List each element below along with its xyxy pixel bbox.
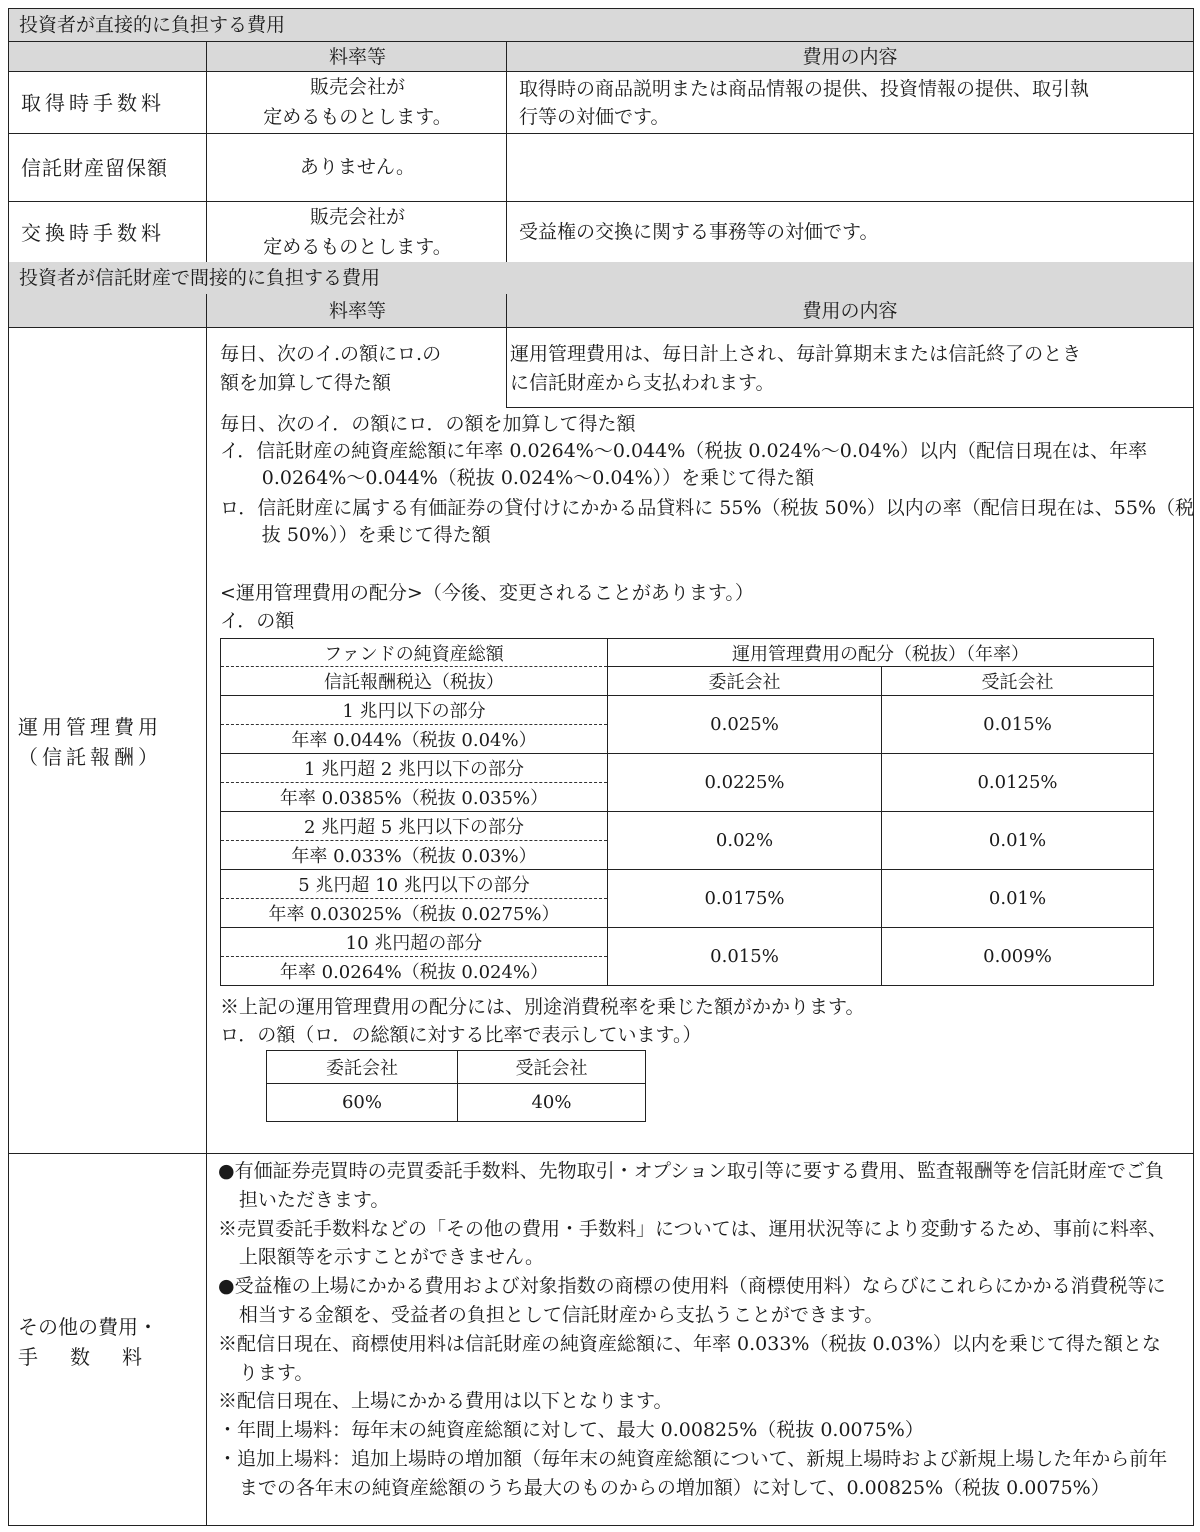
- direct-header-rate: 料率等: [206, 42, 508, 72]
- table-row: 1 兆円以下の部分: [221, 696, 608, 725]
- table-row: 年率 0.0264%（税抜 0.024%）: [221, 957, 608, 986]
- other-line: ※配信日現在、上場にかかる費用は以下となります。: [218, 1390, 673, 1413]
- fee-header-itaku: 委託会社: [608, 667, 882, 696]
- row-rate-exchange-fee: 販売会社が 定めるものとします。: [206, 200, 508, 264]
- indirect-section-title: 投資者が信託財産で間接的に負担する費用: [8, 262, 1194, 296]
- ro-header-jutaku: 受託会社: [458, 1051, 646, 1084]
- row-label-exchange-fee: 交換時手数料: [8, 200, 208, 264]
- row-rate-acquisition-fee: 販売会社が 定めるものとします。: [206, 70, 508, 134]
- fee-itaku-value: 0.0175%: [608, 870, 882, 928]
- other-fee-label-line2: 手 数 料: [18, 1345, 148, 1369]
- indirect-header-content: 費用の内容: [506, 294, 1194, 328]
- i-label: イ．の額: [220, 610, 295, 632]
- other-fee-label-line1: その他の費用・: [18, 1315, 158, 1339]
- fee-itaku-value: 0.025%: [608, 696, 882, 754]
- fee-itaku-value: 0.0225%: [608, 754, 882, 812]
- table-row: 年率 0.033%（税抜 0.03%）: [221, 841, 608, 870]
- mgmt-rate-summary: 毎日、次のイ.の額にロ.の 額を加算して得た額: [220, 343, 442, 394]
- other-line: ●有価証券売買時の売買委託手数料、先物取引・オプション取引等に要する費用、監査報酬等を信託財産でご負担いただきます。: [218, 1160, 1164, 1211]
- mgmt-p1: 毎日、次のイ．の額にロ．の額を加算して得た額: [220, 413, 636, 435]
- other-line: ※配信日現在、商標使用料は信託財産の純資産総額に、年率 0.033%（税抜 0.03%）以内を乗じて得た額となります。: [218, 1332, 1161, 1384]
- direct-header-content: 費用の内容: [506, 42, 1194, 72]
- row-label-retention: 信託財産留保額: [8, 132, 208, 202]
- table-row: 年率 0.03025%（税抜 0.0275%）: [221, 899, 608, 928]
- fee-header-allocation: 運用管理費用の配分（税抜）（年率）: [608, 639, 1154, 667]
- ro-header-itaku: 委託会社: [267, 1051, 458, 1084]
- other-line: ・年間上場料：毎年末の純資産総額に対して、最大 0.00825%（税抜 0.0075%）: [218, 1419, 924, 1442]
- direct-header-blank: [8, 42, 208, 72]
- row-content-retention: [506, 132, 1194, 202]
- alloc-note: ※上記の運用管理費用の配分には、別途消費税率を乗じた額がかかります。: [220, 996, 865, 1018]
- fee-jutaku-value: 0.01%: [882, 812, 1154, 870]
- table-row: 5 兆円超 10 兆円以下の部分: [221, 870, 608, 899]
- fee-jutaku-value: 0.015%: [882, 696, 1154, 754]
- mgmt-fee-label: 運用管理費用 （信託報酬）: [18, 715, 162, 769]
- table-row: 10 兆円超の部分: [221, 928, 608, 957]
- fee-jutaku-value: 0.009%: [882, 928, 1154, 986]
- fee-header-jutaku: 受託会社: [882, 667, 1154, 696]
- fee-itaku-value: 0.02%: [608, 812, 882, 870]
- other-fee-label: [18, 1312, 198, 1372]
- fee-jutaku-value: 0.01%: [882, 870, 1154, 928]
- ro-ratio-table: [266, 1050, 646, 1122]
- ro-label: ロ．の額（ロ．の総額に対する比率で表示しています。）: [220, 1024, 702, 1046]
- row-label-acquisition-fee: 取得時手数料: [8, 70, 208, 134]
- row-rate-retention: ありません。: [206, 132, 508, 202]
- other-fee-content: [218, 1157, 1170, 1503]
- fee-jutaku-value: 0.0125%: [882, 754, 1154, 812]
- ro-itaku-value: 60%: [267, 1084, 458, 1122]
- table-row: 2 兆円超 5 兆円以下の部分: [221, 812, 608, 841]
- fee-itaku-value: 0.015%: [608, 928, 882, 986]
- alloc-title: <運用管理費用の配分>（今後、変更されることがあります。）: [220, 582, 754, 604]
- fee-header-assets: ファンドの純資産総額: [221, 639, 608, 667]
- mgmt-p3: ロ．信託財産に属する有価証券の貸付けにかかる品貸料に 55%（税抜 50%）以内の率（配信日現在は、55%（税抜 50%））を乗じて得た額: [220, 497, 1195, 546]
- table-row: 1 兆円超 2 兆円以下の部分: [221, 754, 608, 783]
- table-row: 年率 0.0385%（税抜 0.035%）: [221, 783, 608, 812]
- fee-allocation-table: [220, 638, 1154, 986]
- row-content-acquisition-fee: 取得時の商品説明または商品情報の提供、投資情報の提供、取引執 行等の対価です。: [506, 70, 1194, 134]
- other-line: ※売買委託手数料などの「その他の費用・手数料」については、運用状況等により変動するため、事前に料率、上限額等を示すことができません。: [218, 1217, 1167, 1269]
- other-line: ●受益権の上場にかかる費用および対象指数の商標の使用料（商標使用料）ならびにこれらにかかる消費税等に相当する金額を、受益者の負担として信託財産から支払うことができます。: [218, 1275, 1166, 1326]
- row-content-exchange-fee: 受益権の交換に関する事務等の対価です。: [506, 200, 1194, 264]
- indirect-header-blank: [8, 294, 208, 328]
- mgmt-content-summary: 運用管理費用は、毎日計上され、毎計算期末または信託終了のとき に信託財産から支払われます。: [510, 343, 1082, 394]
- other-line: ・追加上場料：追加上場時の増加額（毎年末の純資産総額について、新規上場時および新規上場した年から前年までの各年末の純資産総額のうち最大のものからの増加額）に対して、0.00825%（税抜 0.0075%）: [218, 1447, 1168, 1499]
- ro-jutaku-value: 40%: [458, 1084, 646, 1122]
- direct-section-title: 投資者が直接的に負担する費用: [8, 8, 1194, 42]
- mgmt-p2: イ．信託財産の純資産総額に年率 0.0264%～0.044%（税抜 0.024%～0.04%）以内（配信日現在は、年率 0.0264%～0.044%（税抜 0.024%～0.04%））を乗じて得た額: [220, 440, 1148, 489]
- fee-header-trust-rate: 信託報酬税込（税抜）: [221, 667, 608, 696]
- table-row: 年率 0.044%（税抜 0.04%）: [221, 725, 608, 754]
- indirect-header-rate: 料率等: [206, 294, 508, 328]
